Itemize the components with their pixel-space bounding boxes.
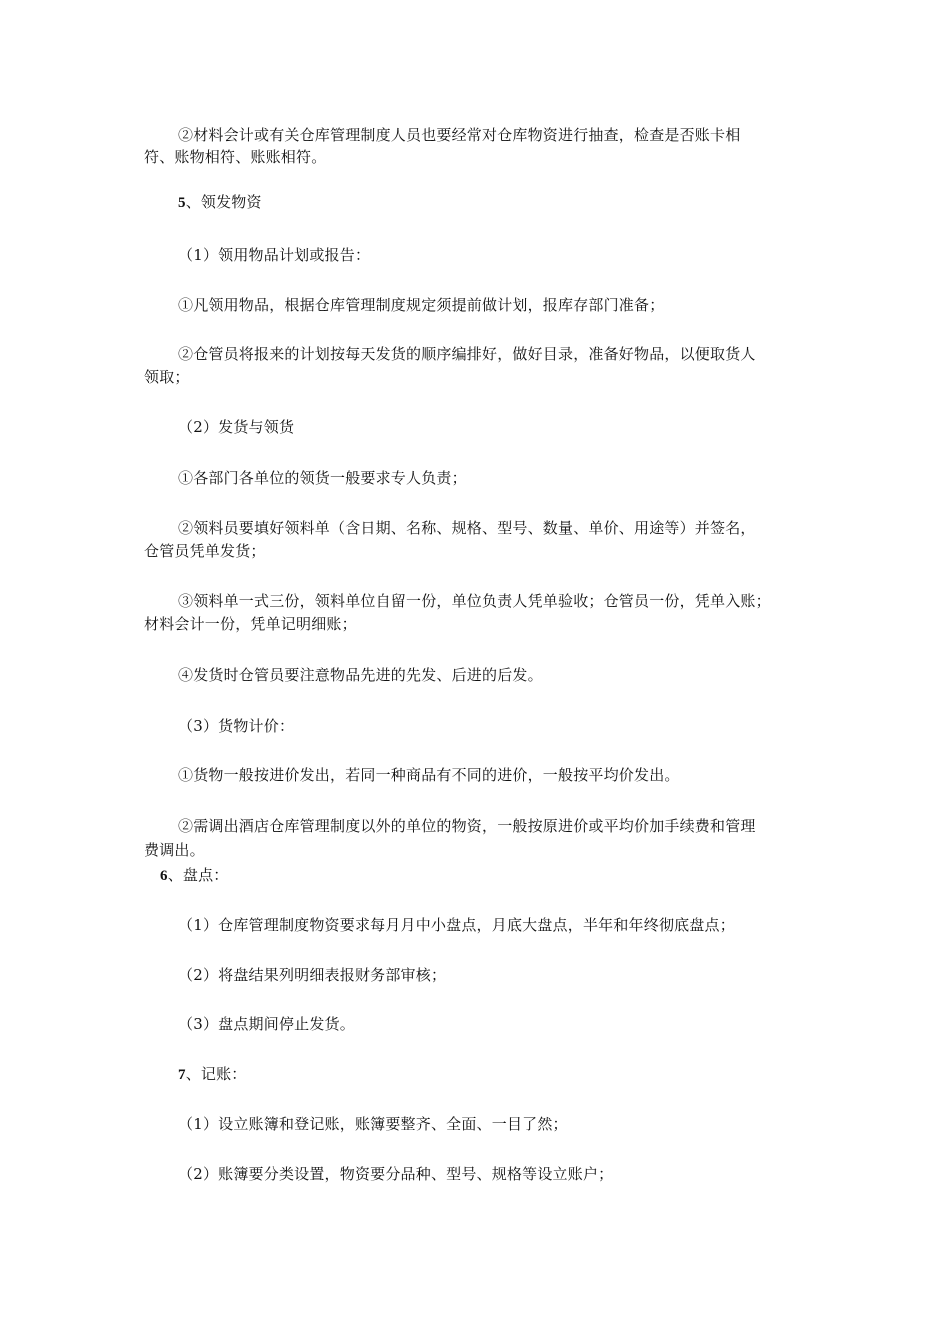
paragraph-line: ①各部门各单位的领货一般要求专人负责； xyxy=(178,469,467,487)
paragraph-line: （2）将盘结果列明细表报财务部审核； xyxy=(178,966,447,984)
subsection-heading: （3）货物计价： xyxy=(178,717,295,735)
paragraph-line: （3）盘点期间停止发货。 xyxy=(178,1015,355,1033)
section-heading-7 xyxy=(178,1063,247,1086)
paragraph-line: ②需调出酒店仓库管理制度以外的单位的物资，一般按原进价或平均价加手续费和管理 xyxy=(178,817,756,835)
paragraph-line: ①凡领用物品，根据仓库管理制度规定须提前做计划，报库存部门准备； xyxy=(178,296,665,314)
section-heading-5 xyxy=(178,191,262,214)
paragraph-line: 仓管员凭单发货； xyxy=(144,542,266,560)
section-heading-6 xyxy=(160,864,229,887)
section-number: 7 xyxy=(178,1067,186,1083)
section-number: 6 xyxy=(160,868,168,884)
section-title: 、盘点： xyxy=(167,866,229,884)
paragraph-line: ③领料单一式三份，领料单位自留一份，单位负责人凭单验收；仓管员一份，凭单入账； xyxy=(178,592,771,610)
section-title: 、记账： xyxy=(185,1065,247,1083)
paragraph-line: 符、账物相符、账账相符。 xyxy=(144,148,327,166)
paragraph-line: （1）仓库管理制度物资要求每月月中小盘点，月底大盘点，半年和年终彻底盘点； xyxy=(178,916,735,934)
paragraph-line: ④发货时仓管员要注意物品先进的先发、后进的后发。 xyxy=(178,666,543,684)
section-number: 5 xyxy=(178,195,186,211)
section-title: 、领发物资 xyxy=(185,193,262,211)
paragraph-line: ①货物一般按进价发出，若同一种商品有不同的进价，一般按平均价发出。 xyxy=(178,766,680,784)
subsection-heading: （1）领用物品计划或报告： xyxy=(178,246,371,264)
paragraph-line: 领取； xyxy=(144,368,190,386)
paragraph-line: ②材料会计或有关仓库管理制度人员也要经常对仓库物资进行抽查，检查是否账卡相 xyxy=(178,126,741,144)
paragraph-line: （1）设立账簿和登记账，账簿要整齐、全面、一目了然； xyxy=(178,1115,568,1133)
paragraph-line: ②仓管员将报来的计划按每天发货的顺序编排好，做好目录，准备好物品，以便取货人 xyxy=(178,345,756,363)
paragraph-line: 费调出。 xyxy=(144,841,205,859)
paragraph-line: ②领料员要填好领料单（含日期、名称、规格、型号、数量、单价、用途等）并签名， xyxy=(178,519,756,537)
paragraph-line: （2）账簿要分类设置，物资要分品种、型号、规格等设立账户； xyxy=(178,1165,614,1183)
subsection-heading: （2）发货与领货 xyxy=(178,418,295,436)
paragraph-line: 材料会计一份，凭单记明细账； xyxy=(144,615,357,633)
